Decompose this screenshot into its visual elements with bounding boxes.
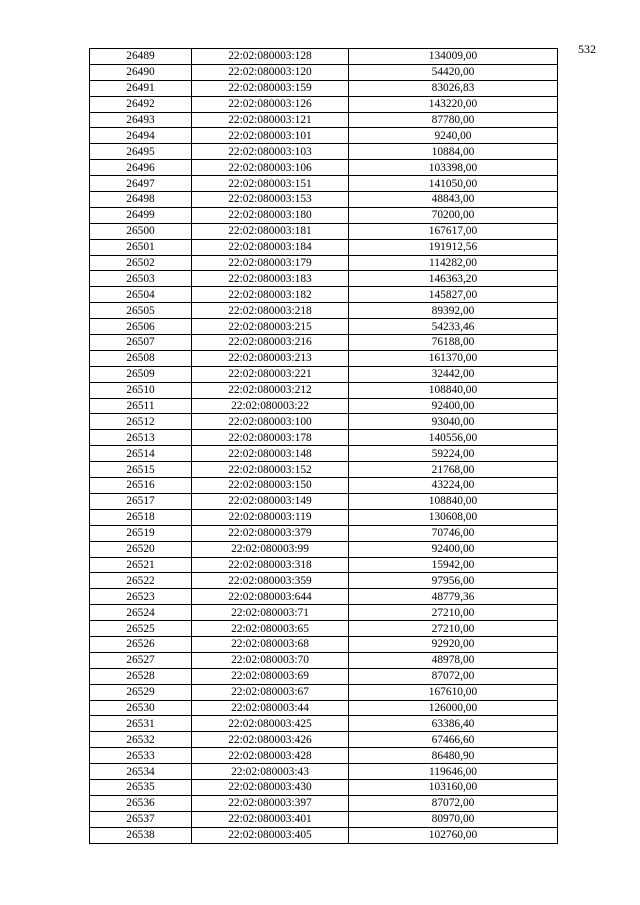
- record-number-cell: 26535: [90, 779, 192, 795]
- value-cell: 15942,00: [349, 557, 558, 573]
- cadastral-number-cell: 22:02:080003:68: [192, 636, 349, 652]
- value-cell: 114282,00: [349, 255, 558, 271]
- cadastral-number-cell: 22:02:080003:401: [192, 811, 349, 827]
- table-row: [90, 239, 558, 255]
- cadastral-number-cell: 22:02:080003:22: [192, 398, 349, 414]
- cadastral-number-cell: 22:02:080003:153: [192, 192, 349, 208]
- cadastral-number-cell: 22:02:080003:121: [192, 112, 349, 128]
- record-number-cell: 26529: [90, 684, 192, 700]
- cadastral-number-cell: 22:02:080003:379: [192, 525, 349, 541]
- record-number-cell: 26534: [90, 764, 192, 780]
- value-cell: 103160,00: [349, 779, 558, 795]
- cadastral-number-cell: 22:02:080003:183: [192, 271, 349, 287]
- value-cell: 93040,00: [349, 414, 558, 430]
- table-row: [90, 144, 558, 160]
- record-number-cell: 26515: [90, 462, 192, 478]
- value-cell: 92920,00: [349, 636, 558, 652]
- registry-table-body: [90, 49, 558, 844]
- cadastral-number-cell: 22:02:080003:405: [192, 827, 349, 843]
- cadastral-number-cell: 22:02:080003:212: [192, 382, 349, 398]
- value-cell: 167610,00: [349, 684, 558, 700]
- registry-table: [89, 48, 558, 844]
- value-cell: 54233,46: [349, 319, 558, 335]
- value-cell: 10884,00: [349, 144, 558, 160]
- table-row: [90, 160, 558, 176]
- value-cell: 141050,00: [349, 176, 558, 192]
- record-number-cell: 26512: [90, 414, 192, 430]
- record-number-cell: 26524: [90, 605, 192, 621]
- value-cell: 27210,00: [349, 605, 558, 621]
- table-row: [90, 414, 558, 430]
- value-cell: 54420,00: [349, 64, 558, 80]
- record-number-cell: 26520: [90, 541, 192, 557]
- table-row: [90, 271, 558, 287]
- value-cell: 143220,00: [349, 96, 558, 112]
- value-cell: 70746,00: [349, 525, 558, 541]
- value-cell: 130608,00: [349, 509, 558, 525]
- table-row: [90, 366, 558, 382]
- record-number-cell: 26530: [90, 700, 192, 716]
- table-row: [90, 112, 558, 128]
- cadastral-number-cell: 22:02:080003:100: [192, 414, 349, 430]
- value-cell: 48779,36: [349, 589, 558, 605]
- record-number-cell: 26507: [90, 335, 192, 351]
- table-row: [90, 541, 558, 557]
- value-cell: 48978,00: [349, 652, 558, 668]
- value-cell: 63386,40: [349, 716, 558, 732]
- value-cell: 102760,00: [349, 827, 558, 843]
- table-row: [90, 49, 558, 65]
- cadastral-number-cell: 22:02:080003:644: [192, 589, 349, 605]
- record-number-cell: 26498: [90, 192, 192, 208]
- cadastral-number-cell: 22:02:080003:397: [192, 795, 349, 811]
- record-number-cell: 26501: [90, 239, 192, 255]
- cadastral-number-cell: 22:02:080003:69: [192, 668, 349, 684]
- record-number-cell: 26525: [90, 621, 192, 637]
- record-number-cell: 26502: [90, 255, 192, 271]
- cadastral-number-cell: 22:02:080003:426: [192, 732, 349, 748]
- cadastral-number-cell: 22:02:080003:65: [192, 621, 349, 637]
- value-cell: 146363,20: [349, 271, 558, 287]
- record-number-cell: 26508: [90, 350, 192, 366]
- table-row: [90, 223, 558, 239]
- value-cell: 134009,00: [349, 49, 558, 65]
- value-cell: 89392,00: [349, 303, 558, 319]
- table-row: [90, 748, 558, 764]
- cadastral-number-cell: 22:02:080003:71: [192, 605, 349, 621]
- table-row: [90, 621, 558, 637]
- value-cell: 9240,00: [349, 128, 558, 144]
- record-number-cell: 26516: [90, 478, 192, 494]
- table-row: [90, 589, 558, 605]
- record-number-cell: 26532: [90, 732, 192, 748]
- value-cell: 76188,00: [349, 335, 558, 351]
- record-number-cell: 26514: [90, 446, 192, 462]
- table-row: [90, 716, 558, 732]
- value-cell: 97956,00: [349, 573, 558, 589]
- record-number-cell: 26509: [90, 366, 192, 382]
- cadastral-number-cell: 22:02:080003:159: [192, 80, 349, 96]
- table-row: [90, 128, 558, 144]
- record-number-cell: 26537: [90, 811, 192, 827]
- table-row: [90, 430, 558, 446]
- value-cell: 70200,00: [349, 207, 558, 223]
- record-number-cell: 26513: [90, 430, 192, 446]
- cadastral-number-cell: 22:02:080003:103: [192, 144, 349, 160]
- table-row: [90, 605, 558, 621]
- value-cell: 92400,00: [349, 541, 558, 557]
- table-row: [90, 207, 558, 223]
- cadastral-number-cell: 22:02:080003:151: [192, 176, 349, 192]
- value-cell: 103398,00: [349, 160, 558, 176]
- table-row: [90, 668, 558, 684]
- record-number-cell: 26528: [90, 668, 192, 684]
- table-row: [90, 478, 558, 494]
- cadastral-number-cell: 22:02:080003:148: [192, 446, 349, 462]
- cadastral-number-cell: 22:02:080003:430: [192, 779, 349, 795]
- value-cell: 48843,00: [349, 192, 558, 208]
- table-row: [90, 96, 558, 112]
- value-cell: 59224,00: [349, 446, 558, 462]
- table-row: [90, 398, 558, 414]
- table-row: [90, 64, 558, 80]
- cadastral-number-cell: 22:02:080003:126: [192, 96, 349, 112]
- table-row: [90, 573, 558, 589]
- table-row: [90, 80, 558, 96]
- cadastral-number-cell: 22:02:080003:128: [192, 49, 349, 65]
- record-number-cell: 26527: [90, 652, 192, 668]
- cadastral-number-cell: 22:02:080003:428: [192, 748, 349, 764]
- value-cell: 119646,00: [349, 764, 558, 780]
- cadastral-number-cell: 22:02:080003:99: [192, 541, 349, 557]
- value-cell: 32442,00: [349, 366, 558, 382]
- value-cell: 80970,00: [349, 811, 558, 827]
- value-cell: 87072,00: [349, 795, 558, 811]
- cadastral-number-cell: 22:02:080003:44: [192, 700, 349, 716]
- value-cell: 161370,00: [349, 350, 558, 366]
- value-cell: 67466,60: [349, 732, 558, 748]
- record-number-cell: 26493: [90, 112, 192, 128]
- table-row: [90, 827, 558, 843]
- table-row: [90, 509, 558, 525]
- record-number-cell: 26496: [90, 160, 192, 176]
- cadastral-number-cell: 22:02:080003:213: [192, 350, 349, 366]
- cadastral-number-cell: 22:02:080003:221: [192, 366, 349, 382]
- record-number-cell: 26505: [90, 303, 192, 319]
- cadastral-number-cell: 22:02:080003:101: [192, 128, 349, 144]
- cadastral-number-cell: 22:02:080003:215: [192, 319, 349, 335]
- record-number-cell: 26500: [90, 223, 192, 239]
- table-row: [90, 557, 558, 573]
- cadastral-number-cell: 22:02:080003:184: [192, 239, 349, 255]
- cadastral-number-cell: 22:02:080003:318: [192, 557, 349, 573]
- cadastral-number-cell: 22:02:080003:67: [192, 684, 349, 700]
- table-row: [90, 493, 558, 509]
- record-number-cell: 26522: [90, 573, 192, 589]
- cadastral-number-cell: 22:02:080003:182: [192, 287, 349, 303]
- table-row: [90, 446, 558, 462]
- record-number-cell: 26533: [90, 748, 192, 764]
- record-number-cell: 26494: [90, 128, 192, 144]
- record-number-cell: 26489: [90, 49, 192, 65]
- record-number-cell: 26495: [90, 144, 192, 160]
- record-number-cell: 26521: [90, 557, 192, 573]
- cadastral-number-cell: 22:02:080003:179: [192, 255, 349, 271]
- record-number-cell: 26506: [90, 319, 192, 335]
- record-number-cell: 26536: [90, 795, 192, 811]
- table-row: [90, 350, 558, 366]
- record-number-cell: 26511: [90, 398, 192, 414]
- value-cell: 145827,00: [349, 287, 558, 303]
- value-cell: 167617,00: [349, 223, 558, 239]
- table-row: [90, 764, 558, 780]
- cadastral-number-cell: 22:02:080003:150: [192, 478, 349, 494]
- value-cell: 191912,56: [349, 239, 558, 255]
- table-row: [90, 636, 558, 652]
- cadastral-number-cell: 22:02:080003:149: [192, 493, 349, 509]
- record-number-cell: 26526: [90, 636, 192, 652]
- table-row: [90, 811, 558, 827]
- value-cell: 27210,00: [349, 621, 558, 637]
- record-number-cell: 26490: [90, 64, 192, 80]
- value-cell: 108840,00: [349, 382, 558, 398]
- record-number-cell: 26497: [90, 176, 192, 192]
- cadastral-number-cell: 22:02:080003:216: [192, 335, 349, 351]
- table-row: [90, 255, 558, 271]
- value-cell: 92400,00: [349, 398, 558, 414]
- page-number: 532: [578, 42, 596, 56]
- cadastral-number-cell: 22:02:080003:43: [192, 764, 349, 780]
- table-row: [90, 287, 558, 303]
- table-row: [90, 303, 558, 319]
- record-number-cell: 26523: [90, 589, 192, 605]
- table-row: [90, 192, 558, 208]
- table-row: [90, 462, 558, 478]
- value-cell: 108840,00: [349, 493, 558, 509]
- cadastral-number-cell: 22:02:080003:70: [192, 652, 349, 668]
- table-row: [90, 795, 558, 811]
- table-row: [90, 525, 558, 541]
- record-number-cell: 26517: [90, 493, 192, 509]
- cadastral-number-cell: 22:02:080003:359: [192, 573, 349, 589]
- record-number-cell: 26504: [90, 287, 192, 303]
- record-number-cell: 26499: [90, 207, 192, 223]
- table-row: [90, 176, 558, 192]
- cadastral-number-cell: 22:02:080003:218: [192, 303, 349, 319]
- cadastral-number-cell: 22:02:080003:106: [192, 160, 349, 176]
- cadastral-number-cell: 22:02:080003:425: [192, 716, 349, 732]
- record-number-cell: 26531: [90, 716, 192, 732]
- cadastral-number-cell: 22:02:080003:181: [192, 223, 349, 239]
- value-cell: 83026,83: [349, 80, 558, 96]
- record-number-cell: 26538: [90, 827, 192, 843]
- cadastral-number-cell: 22:02:080003:152: [192, 462, 349, 478]
- value-cell: 87072,00: [349, 668, 558, 684]
- record-number-cell: 26510: [90, 382, 192, 398]
- cadastral-number-cell: 22:02:080003:180: [192, 207, 349, 223]
- value-cell: 126000,00: [349, 700, 558, 716]
- table-row: [90, 732, 558, 748]
- value-cell: 21768,00: [349, 462, 558, 478]
- table-row: [90, 700, 558, 716]
- cadastral-number-cell: 22:02:080003:119: [192, 509, 349, 525]
- record-number-cell: 26518: [90, 509, 192, 525]
- record-number-cell: 26503: [90, 271, 192, 287]
- record-number-cell: 26491: [90, 80, 192, 96]
- table-row: [90, 652, 558, 668]
- table-row: [90, 382, 558, 398]
- table-row: [90, 684, 558, 700]
- value-cell: 43224,00: [349, 478, 558, 494]
- record-number-cell: 26492: [90, 96, 192, 112]
- cadastral-number-cell: 22:02:080003:120: [192, 64, 349, 80]
- table-row: [90, 779, 558, 795]
- cadastral-number-cell: 22:02:080003:178: [192, 430, 349, 446]
- table-row: [90, 335, 558, 351]
- value-cell: 87780,00: [349, 112, 558, 128]
- value-cell: 86480,90: [349, 748, 558, 764]
- value-cell: 140556,00: [349, 430, 558, 446]
- table-row: [90, 319, 558, 335]
- record-number-cell: 26519: [90, 525, 192, 541]
